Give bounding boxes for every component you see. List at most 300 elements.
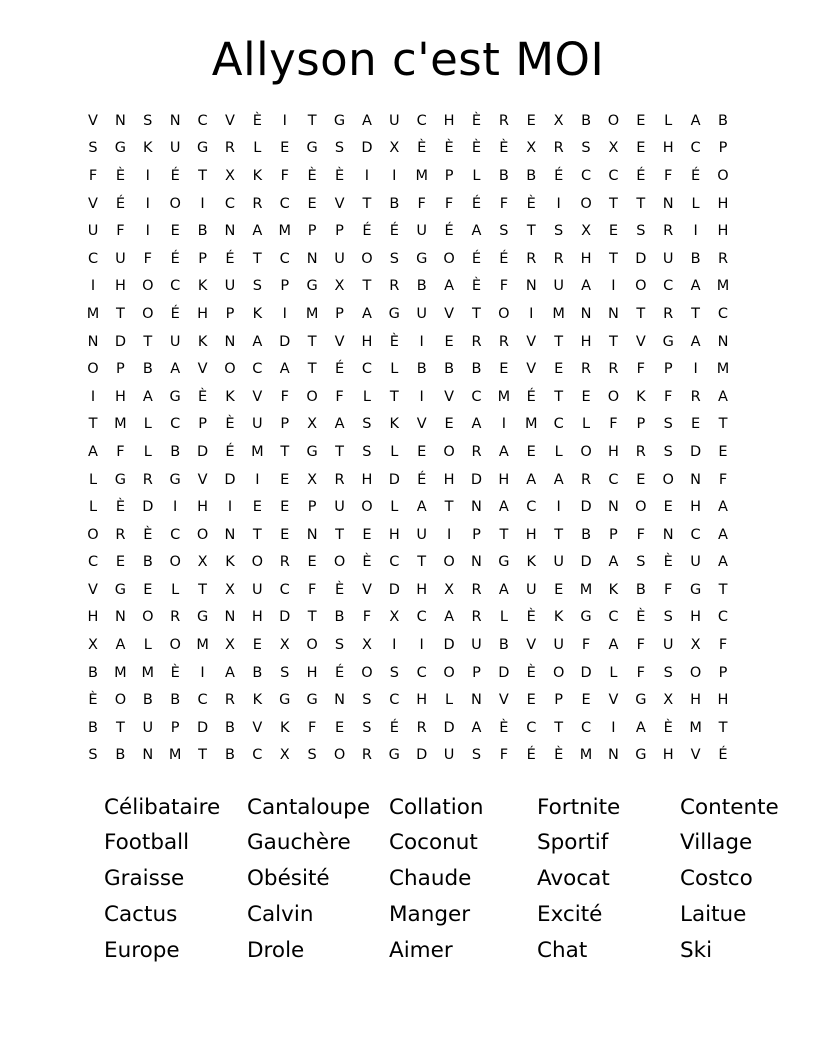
letter-cell[interactable]: D xyxy=(470,471,483,488)
letter-cell[interactable]: P xyxy=(718,140,728,157)
letter-cell[interactable]: T xyxy=(88,416,98,433)
letter-cell[interactable]: C xyxy=(717,305,729,322)
letter-cell[interactable]: M xyxy=(114,416,127,433)
word-list-item[interactable]: Gauchère xyxy=(247,830,351,856)
letter-cell[interactable]: N xyxy=(224,223,236,240)
letter-cell[interactable]: C xyxy=(279,195,290,212)
letter-cell[interactable]: M xyxy=(415,167,428,184)
letter-cell[interactable]: B xyxy=(224,747,235,764)
letter-cell[interactable]: A xyxy=(115,637,126,654)
letter-cell[interactable]: P xyxy=(663,361,673,378)
letter-cell[interactable]: G xyxy=(416,250,428,267)
letter-cell[interactable]: F xyxy=(116,443,125,460)
letter-cell[interactable]: S xyxy=(636,554,646,571)
letter-cell[interactable]: A xyxy=(361,305,372,322)
letter-cell[interactable]: L xyxy=(143,637,152,654)
letter-cell[interactable]: H xyxy=(361,333,373,350)
letter-cell[interactable]: E xyxy=(170,223,180,240)
letter-cell[interactable]: H xyxy=(662,140,674,157)
letter-cell[interactable]: O xyxy=(169,195,181,212)
letter-cell[interactable]: P xyxy=(307,499,317,516)
letter-cell[interactable]: S xyxy=(362,692,372,709)
letter-cell[interactable]: È xyxy=(362,554,372,571)
letter-cell[interactable]: N xyxy=(142,747,154,764)
letter-cell[interactable]: E xyxy=(581,388,591,405)
letter-cell[interactable]: È xyxy=(334,581,345,598)
letter-cell[interactable]: V xyxy=(252,719,263,736)
letter-cell[interactable]: N xyxy=(471,692,482,709)
letter-cell[interactable]: T xyxy=(362,195,372,212)
letter-cell[interactable]: N xyxy=(471,554,482,571)
letter-cell[interactable]: I xyxy=(501,416,506,433)
letter-cell[interactable]: I xyxy=(282,305,287,322)
letter-cell[interactable]: O xyxy=(552,664,565,681)
letter-cell[interactable]: R xyxy=(553,250,564,267)
letter-cell[interactable]: F xyxy=(444,195,454,212)
letter-cell[interactable]: L xyxy=(609,664,618,681)
letter-cell[interactable]: T xyxy=(143,333,153,350)
letter-cell[interactable]: T xyxy=(252,250,262,267)
letter-cell[interactable]: F xyxy=(417,195,426,212)
letter-cell[interactable]: É xyxy=(389,223,399,240)
word-list-item[interactable]: Chat xyxy=(537,937,588,963)
letter-cell[interactable]: É xyxy=(471,250,482,267)
letter-cell[interactable]: B xyxy=(444,361,455,378)
letter-cell[interactable]: F xyxy=(499,278,509,295)
letter-cell[interactable]: G xyxy=(498,554,510,571)
letter-cell[interactable]: B xyxy=(88,664,98,681)
letter-cell[interactable]: C xyxy=(252,361,263,378)
letter-cell[interactable]: È xyxy=(663,554,673,571)
letter-cell[interactable]: S xyxy=(581,140,591,157)
letter-cell[interactable]: S xyxy=(334,637,345,654)
letter-cell[interactable]: F xyxy=(718,637,728,654)
letter-cell[interactable]: R xyxy=(471,609,482,626)
letter-cell[interactable]: H xyxy=(361,471,373,488)
letter-cell[interactable]: O xyxy=(87,361,99,378)
letter-cell[interactable]: A xyxy=(635,719,646,736)
letter-cell[interactable]: U xyxy=(388,112,400,129)
letter-cell[interactable]: T xyxy=(307,333,317,350)
letter-cell[interactable]: C xyxy=(252,747,263,764)
letter-cell[interactable]: C xyxy=(416,664,427,681)
letter-cell[interactable]: S xyxy=(362,416,372,433)
letter-cell[interactable]: I xyxy=(90,388,96,405)
letter-cell[interactable]: G xyxy=(635,747,647,764)
letter-cell[interactable]: S xyxy=(663,664,673,681)
letter-cell[interactable]: U xyxy=(169,140,181,157)
letter-cell[interactable]: C xyxy=(224,195,236,212)
letter-cell[interactable]: U xyxy=(443,747,455,764)
letter-cell[interactable]: É xyxy=(691,167,701,184)
letter-cell[interactable]: M xyxy=(278,223,291,240)
letter-cell[interactable]: G xyxy=(196,609,209,626)
letter-cell[interactable]: G xyxy=(169,471,181,488)
letter-cell[interactable]: X xyxy=(279,747,290,764)
letter-cell[interactable]: A xyxy=(88,443,98,460)
letter-cell[interactable]: N xyxy=(608,499,619,516)
letter-cell[interactable]: N xyxy=(662,526,674,543)
letter-cell[interactable]: K xyxy=(197,333,208,350)
letter-cell[interactable]: G xyxy=(114,140,127,157)
letter-cell[interactable]: B xyxy=(498,637,509,654)
letter-cell[interactable]: E xyxy=(581,692,591,709)
letter-cell[interactable]: X xyxy=(224,581,235,598)
letter-cell[interactable]: O xyxy=(306,637,318,654)
letter-cell[interactable]: V xyxy=(526,637,537,654)
letter-cell[interactable]: V xyxy=(88,581,98,598)
letter-cell[interactable]: H xyxy=(388,526,400,543)
letter-cell[interactable]: K xyxy=(608,581,619,598)
letter-cell[interactable]: É xyxy=(170,305,180,322)
letter-cell[interactable]: N xyxy=(334,692,345,709)
letter-cell[interactable]: A xyxy=(416,499,427,516)
letter-cell[interactable]: G xyxy=(388,747,400,764)
letter-cell[interactable]: È xyxy=(389,333,399,350)
letter-cell[interactable]: N xyxy=(662,195,674,212)
letter-cell[interactable]: O xyxy=(635,499,647,516)
letter-cell[interactable]: C xyxy=(416,609,427,626)
letter-cell[interactable]: F xyxy=(88,167,98,184)
letter-cell[interactable]: M xyxy=(689,719,702,736)
letter-cell[interactable]: È xyxy=(471,140,482,157)
letter-cell[interactable]: L xyxy=(362,388,371,405)
letter-cell[interactable]: T xyxy=(554,719,564,736)
letter-cell[interactable]: D xyxy=(388,581,400,598)
letter-cell[interactable]: X xyxy=(389,609,400,626)
letter-cell[interactable]: M xyxy=(552,305,565,322)
letter-cell[interactable]: O xyxy=(142,278,154,295)
letter-cell[interactable]: H xyxy=(416,581,428,598)
letter-cell[interactable]: I xyxy=(200,195,205,212)
letter-cell[interactable]: È xyxy=(526,609,536,626)
letter-cell[interactable]: K xyxy=(225,388,235,405)
letter-cell[interactable]: È xyxy=(115,167,125,184)
letter-cell[interactable]: H xyxy=(717,223,729,240)
letter-cell[interactable]: O xyxy=(443,250,455,267)
word-list-item[interactable]: Village xyxy=(680,830,753,856)
letter-cell[interactable]: I xyxy=(392,167,397,184)
word-list-item[interactable]: Contente xyxy=(680,794,779,820)
letter-cell[interactable]: P xyxy=(116,361,125,378)
letter-cell[interactable]: R xyxy=(142,471,153,488)
letter-cell[interactable]: O xyxy=(443,664,455,681)
letter-cell[interactable]: I xyxy=(419,388,424,405)
letter-cell[interactable]: T xyxy=(609,333,618,350)
letter-cell[interactable]: F xyxy=(664,581,673,598)
letter-cell[interactable]: P xyxy=(170,719,180,736)
letter-cell[interactable]: É xyxy=(115,195,125,212)
letter-cell[interactable]: R xyxy=(498,112,509,129)
letter-cell[interactable]: F xyxy=(609,416,618,433)
letter-cell[interactable]: P xyxy=(718,664,728,681)
word-list-item[interactable]: Calvin xyxy=(247,901,314,927)
letter-cell[interactable]: V xyxy=(498,692,509,709)
letter-cell[interactable]: E xyxy=(554,361,564,378)
letter-cell[interactable]: S xyxy=(280,664,290,681)
letter-cell[interactable]: C xyxy=(690,526,701,543)
letter-cell[interactable]: T xyxy=(307,609,317,626)
letter-cell[interactable]: R xyxy=(471,443,482,460)
letter-cell[interactable]: B xyxy=(142,692,153,709)
letter-cell[interactable]: N xyxy=(224,526,236,543)
letter-cell[interactable]: S xyxy=(252,278,262,295)
letter-cell[interactable]: M xyxy=(497,388,511,405)
letter-cell[interactable]: C xyxy=(197,692,208,709)
letter-cell[interactable]: V xyxy=(526,333,537,350)
letter-cell[interactable]: L xyxy=(472,167,481,184)
letter-cell[interactable]: T xyxy=(718,581,728,598)
word-list-item[interactable]: Manger xyxy=(389,901,471,927)
letter-cell[interactable]: P xyxy=(335,223,344,240)
word-list-item[interactable]: Fortnite xyxy=(537,794,621,820)
letter-cell[interactable]: B xyxy=(690,250,701,267)
word-list-item[interactable]: Sportif xyxy=(537,830,609,856)
word-list-item[interactable]: Collation xyxy=(389,794,484,820)
letter-cell[interactable]: V xyxy=(361,581,372,598)
letter-cell[interactable]: S xyxy=(663,416,673,433)
letter-cell[interactable]: F xyxy=(581,637,591,654)
letter-cell[interactable]: H xyxy=(607,443,619,460)
letter-cell[interactable]: A xyxy=(471,416,482,433)
letter-cell[interactable]: F xyxy=(718,471,728,488)
letter-cell[interactable]: U xyxy=(169,333,181,350)
letter-cell[interactable]: X xyxy=(361,637,372,654)
letter-cell[interactable]: O xyxy=(196,526,209,543)
letter-cell[interactable]: H xyxy=(525,526,537,543)
letter-cell[interactable]: N xyxy=(306,526,318,543)
letter-cell[interactable]: T xyxy=(609,250,618,267)
letter-cell[interactable]: É xyxy=(170,250,180,267)
letter-cell[interactable]: H xyxy=(443,112,455,129)
letter-cell[interactable]: L xyxy=(390,443,399,460)
letter-cell[interactable]: E xyxy=(280,140,290,157)
letter-cell[interactable]: A xyxy=(608,554,619,571)
letter-cell[interactable]: U xyxy=(525,581,537,598)
letter-cell[interactable]: F xyxy=(307,719,317,736)
letter-cell[interactable]: M xyxy=(168,747,182,764)
letter-cell[interactable]: E xyxy=(115,554,125,571)
letter-cell[interactable]: K xyxy=(225,554,235,571)
letter-cell[interactable]: É xyxy=(554,167,564,184)
letter-cell[interactable]: H xyxy=(114,278,126,295)
letter-cell[interactable]: E xyxy=(636,140,646,157)
letter-cell[interactable]: T xyxy=(362,278,372,295)
letter-cell[interactable]: R xyxy=(334,471,345,488)
letter-cell[interactable]: R xyxy=(224,692,235,709)
letter-cell[interactable]: V xyxy=(197,471,208,488)
letter-cell[interactable]: S xyxy=(88,747,98,764)
letter-cell[interactable]: B xyxy=(142,554,153,571)
letter-cell[interactable]: I xyxy=(446,526,452,543)
letter-cell[interactable]: B xyxy=(389,195,400,212)
letter-cell[interactable]: O xyxy=(333,554,346,571)
letter-cell[interactable]: X xyxy=(307,416,318,433)
letter-cell[interactable]: K xyxy=(526,554,537,571)
letter-cell[interactable]: L xyxy=(143,416,152,433)
letter-cell[interactable]: O xyxy=(443,443,455,460)
letter-cell[interactable]: E xyxy=(718,443,728,460)
letter-cell[interactable]: A xyxy=(718,526,728,543)
letter-cell[interactable]: A xyxy=(498,581,509,598)
letter-cell[interactable]: A xyxy=(498,499,509,516)
letter-cell[interactable]: R xyxy=(663,223,674,240)
letter-cell[interactable]: F xyxy=(499,195,509,212)
letter-cell[interactable]: C xyxy=(608,167,619,184)
letter-cell[interactable]: F xyxy=(664,167,673,184)
letter-cell[interactable]: C xyxy=(580,719,592,736)
letter-cell[interactable]: C xyxy=(608,609,619,626)
letter-cell[interactable]: D xyxy=(361,140,373,157)
letter-cell[interactable]: H xyxy=(717,195,729,212)
letter-cell[interactable]: P xyxy=(280,278,290,295)
letter-cell[interactable]: I xyxy=(90,278,96,295)
letter-cell[interactable]: E xyxy=(307,554,317,571)
letter-cell[interactable]: N xyxy=(525,278,537,295)
word-list-item[interactable]: Graisse xyxy=(104,866,185,892)
letter-cell[interactable]: U xyxy=(87,223,99,240)
letter-cell[interactable]: D xyxy=(224,471,236,488)
letter-cell[interactable]: C xyxy=(279,581,290,598)
letter-cell[interactable]: A xyxy=(279,361,290,378)
letter-cell[interactable]: M xyxy=(305,305,319,322)
letter-cell[interactable]: U xyxy=(662,637,674,654)
letter-cell[interactable]: V xyxy=(690,747,701,764)
letter-cell[interactable]: S xyxy=(143,112,153,129)
letter-cell[interactable]: T xyxy=(636,195,646,212)
letter-cell[interactable]: H xyxy=(114,388,126,405)
letter-cell[interactable]: X xyxy=(526,140,537,157)
letter-cell[interactable]: U xyxy=(553,554,564,571)
letter-cell[interactable]: D xyxy=(635,250,647,267)
letter-cell[interactable]: X xyxy=(663,692,674,709)
letter-cell[interactable]: B xyxy=(252,664,263,681)
letter-cell[interactable]: E xyxy=(526,692,536,709)
letter-cell[interactable]: O xyxy=(169,554,181,571)
letter-cell[interactable]: P xyxy=(307,223,317,240)
letter-cell[interactable]: B xyxy=(581,526,592,543)
letter-cell[interactable]: S xyxy=(334,140,345,157)
word-list-item[interactable]: Europe xyxy=(104,937,180,963)
letter-cell[interactable]: S xyxy=(499,223,509,240)
letter-cell[interactable]: V xyxy=(608,692,619,709)
letter-cell[interactable]: V xyxy=(444,388,455,405)
letter-cell[interactable]: C xyxy=(87,554,99,571)
letter-cell[interactable]: R xyxy=(279,554,290,571)
letter-cell[interactable]: G xyxy=(689,581,702,598)
letter-cell[interactable]: V xyxy=(444,305,455,322)
letter-cell[interactable]: B xyxy=(471,361,482,378)
letter-cell[interactable]: C xyxy=(526,499,537,516)
letter-cell[interactable]: E xyxy=(280,526,290,543)
letter-cell[interactable]: O xyxy=(224,361,236,378)
letter-cell[interactable]: A xyxy=(553,471,564,488)
letter-cell[interactable]: R xyxy=(690,388,701,405)
letter-cell[interactable]: T xyxy=(307,112,317,129)
letter-cell[interactable]: A xyxy=(608,637,619,654)
letter-cell[interactable]: X xyxy=(608,140,619,157)
letter-cell[interactable]: T xyxy=(718,416,728,433)
letter-cell[interactable]: U xyxy=(224,278,236,295)
letter-cell[interactable]: È xyxy=(143,526,153,543)
letter-cell[interactable]: X xyxy=(690,637,701,654)
word-list-item[interactable]: Aimer xyxy=(389,937,453,963)
letter-cell[interactable]: I xyxy=(419,333,424,350)
letter-cell[interactable]: K xyxy=(553,609,564,626)
letter-cell[interactable]: B xyxy=(581,112,592,129)
letter-cell[interactable]: P xyxy=(198,416,207,433)
letter-cell[interactable]: M xyxy=(716,278,730,295)
letter-cell[interactable]: A xyxy=(718,499,728,516)
letter-cell[interactable]: L xyxy=(390,499,399,516)
letter-cell[interactable]: G xyxy=(306,443,318,460)
letter-cell[interactable]: T xyxy=(554,388,564,405)
letter-cell[interactable]: H xyxy=(87,609,99,626)
letter-cell[interactable]: A xyxy=(718,388,728,405)
letter-cell[interactable]: È xyxy=(225,416,235,433)
letter-cell[interactable]: G xyxy=(114,471,127,488)
letter-cell[interactable]: E xyxy=(636,471,646,488)
letter-cell[interactable]: R xyxy=(416,719,427,736)
letter-cell[interactable]: G xyxy=(635,692,647,709)
letter-cell[interactable]: C xyxy=(608,471,619,488)
letter-cell[interactable]: U xyxy=(471,637,482,654)
letter-cell[interactable]: È xyxy=(307,167,317,184)
letter-cell[interactable]: A xyxy=(252,223,263,240)
letter-cell[interactable]: H xyxy=(690,609,702,626)
letter-cell[interactable]: U xyxy=(416,526,427,543)
letter-cell[interactable]: R xyxy=(471,333,482,350)
letter-cell[interactable]: I xyxy=(145,195,150,212)
letter-cell[interactable]: O xyxy=(251,554,264,571)
letter-cell[interactable]: E xyxy=(252,637,262,654)
letter-cell[interactable]: G xyxy=(662,333,674,350)
letter-cell[interactable]: O xyxy=(580,443,592,460)
letter-cell[interactable]: O xyxy=(635,278,647,295)
letter-cell[interactable]: C xyxy=(717,609,729,626)
word-list-item[interactable]: Coconut xyxy=(389,830,478,856)
letter-cell[interactable]: M xyxy=(86,305,100,322)
letter-cell[interactable]: X xyxy=(224,167,235,184)
letter-cell[interactable]: H xyxy=(662,747,674,764)
letter-cell[interactable]: H xyxy=(251,609,263,626)
letter-cell[interactable]: V xyxy=(526,361,537,378)
letter-cell[interactable]: P xyxy=(609,526,618,543)
letter-cell[interactable]: L xyxy=(88,499,98,516)
letter-cell[interactable]: P xyxy=(444,167,454,184)
letter-cell[interactable]: H xyxy=(197,305,209,322)
letter-cell[interactable]: R xyxy=(581,471,592,488)
letter-cell[interactable]: L xyxy=(499,609,508,626)
letter-cell[interactable]: H xyxy=(580,250,592,267)
letter-cell[interactable]: O xyxy=(443,554,455,571)
letter-cell[interactable]: R xyxy=(170,609,181,626)
letter-cell[interactable]: P xyxy=(472,526,481,543)
letter-cell[interactable]: S xyxy=(636,223,646,240)
letter-cell[interactable]: T xyxy=(554,526,564,543)
letter-cell[interactable]: É xyxy=(526,747,536,764)
letter-cell[interactable]: L xyxy=(143,443,152,460)
letter-cell[interactable]: I xyxy=(693,361,698,378)
letter-cell[interactable]: R xyxy=(389,278,400,295)
letter-cell[interactable]: I xyxy=(693,223,698,240)
letter-cell[interactable]: B xyxy=(416,278,427,295)
letter-cell[interactable]: T xyxy=(335,443,344,460)
letter-cell[interactable]: L xyxy=(88,471,98,488)
letter-cell[interactable]: M xyxy=(196,637,209,654)
letter-cell[interactable]: M xyxy=(525,416,538,433)
letter-cell[interactable]: L xyxy=(664,112,673,129)
